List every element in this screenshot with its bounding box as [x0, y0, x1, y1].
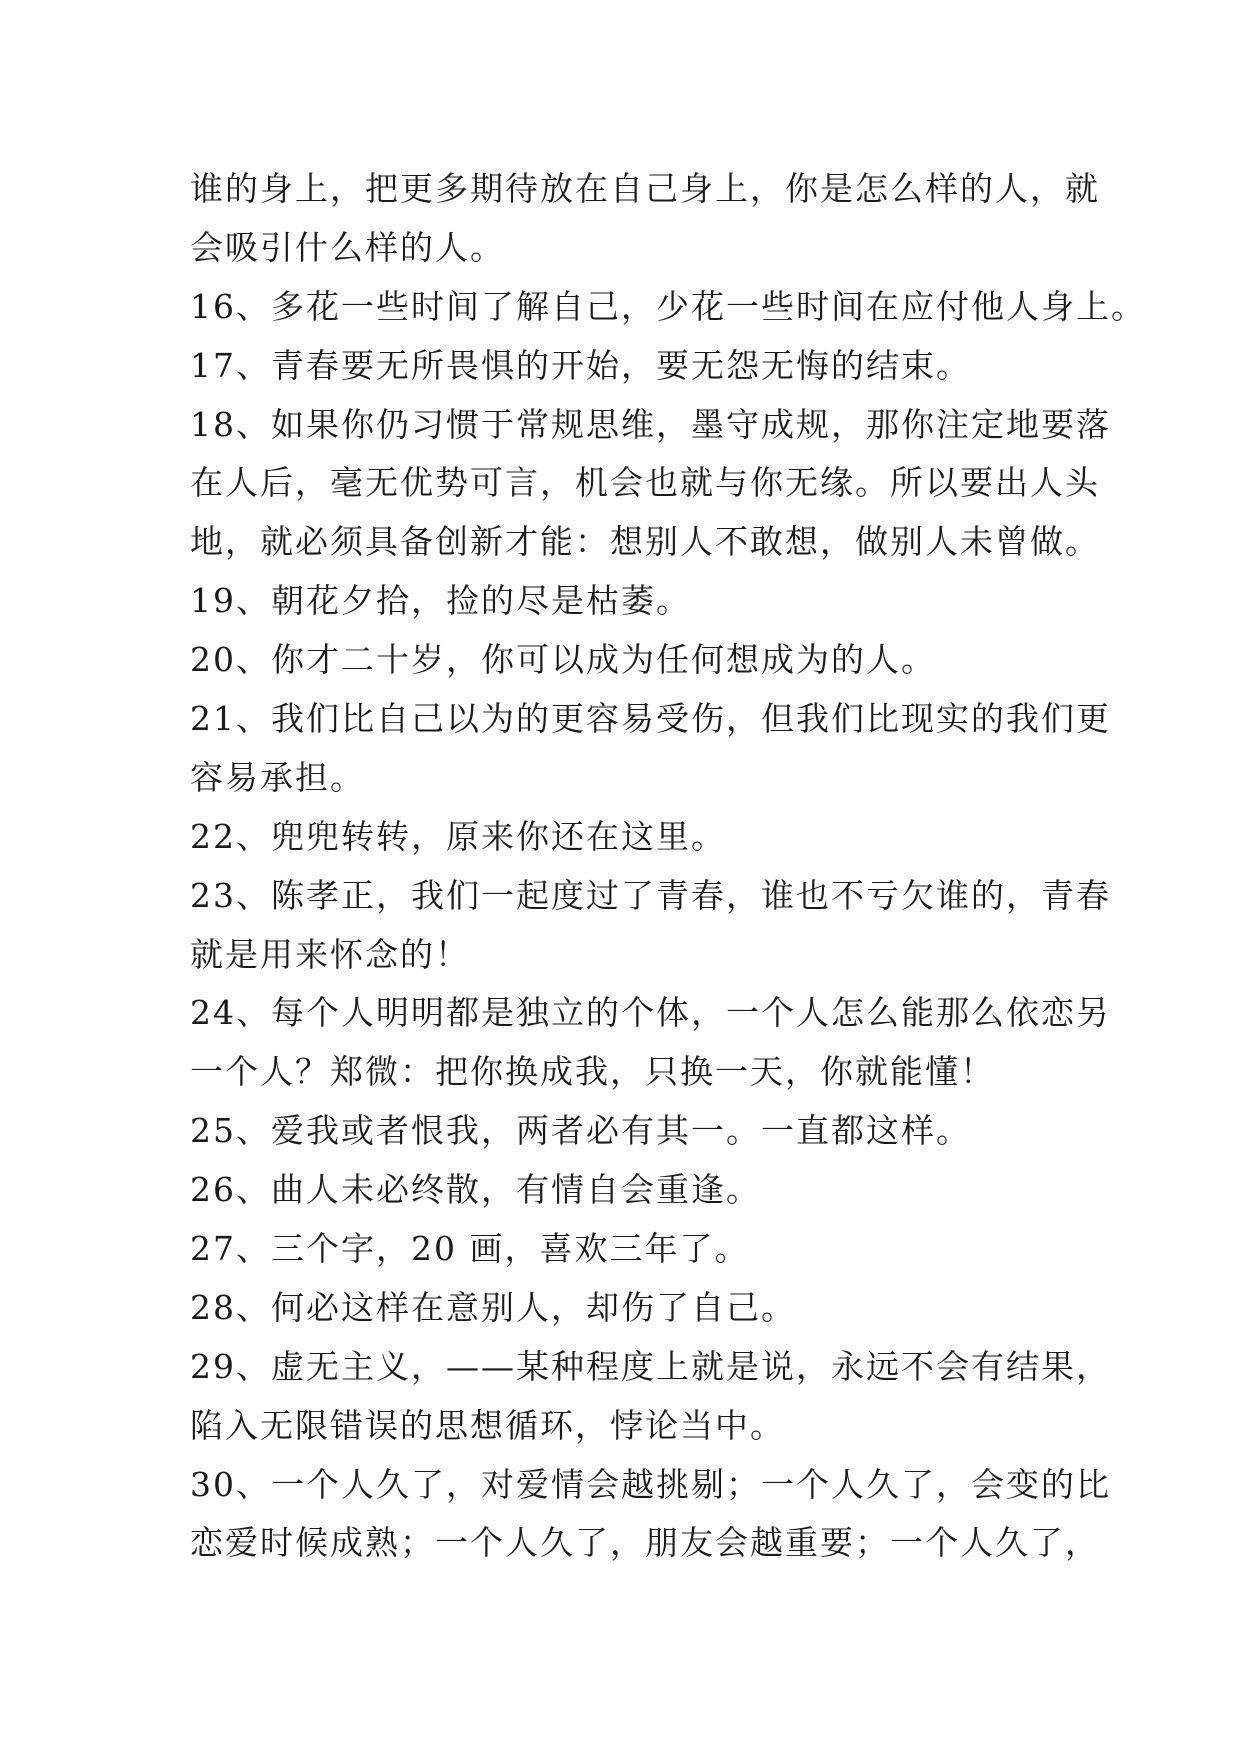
text-line: 20、你才二十岁，你可以成为任何想成为的人。 — [190, 640, 936, 680]
text-line: 在人后，毫无优势可言，机会也就与你无缘。所以要出人头 — [190, 463, 1100, 503]
text-line: 28、何必这样在意别人，却伤了自己。 — [190, 1287, 796, 1327]
text-line: 容易承担。 — [190, 757, 365, 797]
text-line: 25、爱我或者恨我，两者必有其一。一直都这样。 — [190, 1111, 971, 1151]
text-line: 24、每个人明明都是独立的个体，一个人怎么能那么依恋另 — [190, 993, 1111, 1033]
text-line: 16、多花一些时间了解自己，少花一些时间在应付他人身上。 — [190, 286, 1146, 326]
text-line: 地，就必须具备创新才能：想别人不敢想，做别人未曾做。 — [190, 522, 1100, 562]
text-line: 23、陈孝正，我们一起度过了青春，谁也不亏欠谁的，青春 — [190, 875, 1111, 915]
text-line: 21、我们比自己以为的更容易受伤，但我们比现实的我们更 — [190, 699, 1111, 739]
text-line: 30、一个人久了，对爱情会越挑剔；一个人久了，会变的比 — [190, 1464, 1111, 1504]
text-line: 18、如果你仍习惯于常规思维，墨守成规，那你注定地要落 — [190, 404, 1111, 444]
text-line: 就是用来怀念的！ — [190, 934, 470, 974]
text-line: 27、三个字，20 画，喜欢三年了。 — [190, 1229, 750, 1269]
text-line: 26、曲人未必终散，有情自会重逢。 — [190, 1170, 761, 1210]
body-text — [190, 160, 1146, 1573]
text-line: 一个人？郑微：把你换成我，只换一天，你就能懂！ — [190, 1052, 995, 1092]
text-line: 谁的身上，把更多期待放在自己身上，你是怎么样的人，就 — [190, 169, 1100, 208]
text-line: 陷入无限错误的思想循环，悖论当中。 — [190, 1405, 785, 1445]
text-line: 29、虚无主义，——某种程度上就是说，永远不会有结果， — [190, 1346, 1111, 1386]
text-line: 22、兜兜转转，原来你还在这里。 — [190, 816, 726, 856]
text-line: 会吸引什么样的人。 — [190, 227, 505, 267]
text-line: 19、朝花夕拾，捡的尽是枯萎。 — [190, 581, 691, 621]
text-line: 恋爱时候成熟；一个人久了，朋友会越重要；一个人久了， — [190, 1523, 1100, 1563]
text-line: 17、青春要无所畏惧的开始，要无怨无悔的结束。 — [190, 345, 971, 385]
